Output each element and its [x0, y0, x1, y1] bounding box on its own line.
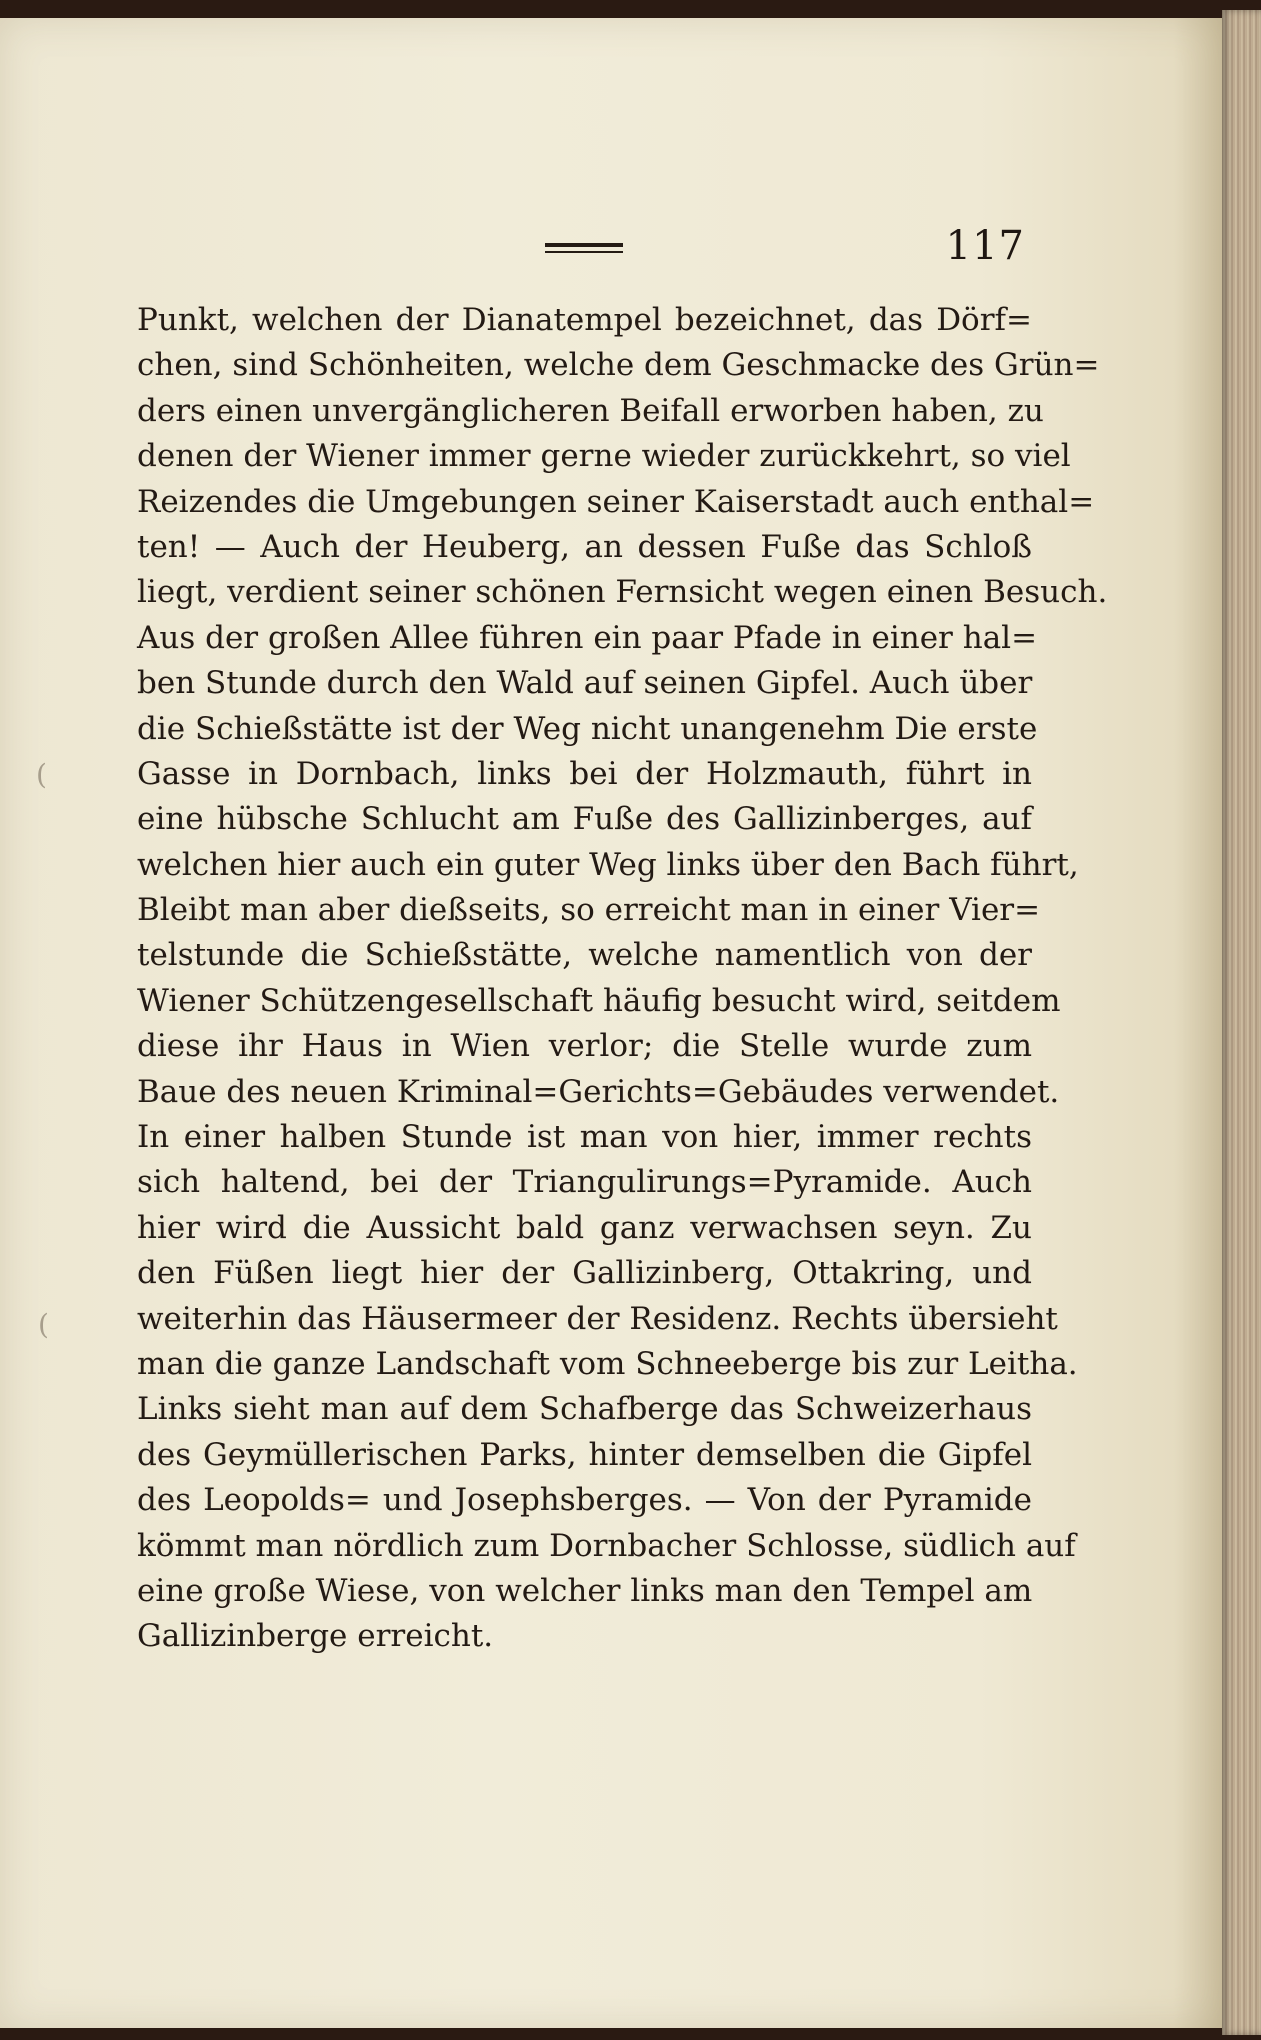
text-line: Aus der großen Allee führen ein paar Pfade in einer hal=	[137, 619, 1038, 656]
text-line: Baue des neuen Kriminal=Gerichts=Gebäudes verwendet.	[137, 1073, 1060, 1110]
text-line: sich haltend, bei der Triangulirungs=Pyramide. Auch	[137, 1164, 1032, 1201]
text-line: chen, sind Schönheiten, welche dem Geschmacke des Grün=	[137, 347, 1100, 384]
text-line: Bleibt man aber dießseits, so erreicht man in einer Vier=	[137, 892, 1041, 929]
text-line: Reizendes die Umgebungen seiner Kaiserstadt auch enthal=	[137, 483, 1095, 520]
text-line: liegt, verdient seiner schönen Fernsicht wegen einen Besuch.	[137, 574, 1108, 611]
text-line: ben Stunde durch den Wald auf seinen Gipfel. Auch über	[137, 665, 1033, 702]
page-header	[130, 223, 1025, 273]
text-line: diese ihr Haus in Wien verlor; die Stelle wurde zum	[137, 1028, 1032, 1065]
text-line: Links sieht man auf dem Schafberge das Schweizerhaus	[137, 1391, 1032, 1428]
text-line: den Füßen liegt hier der Gallizinberg, Ottakring, und	[137, 1255, 1032, 1292]
text-line: eine große Wiese, von welcher links man den Tempel am	[137, 1572, 1033, 1609]
page-edge	[1222, 10, 1261, 2035]
text-line: Gasse in Dornbach, links bei der Holzmauth, führt in	[137, 755, 1032, 792]
text-line: des Geymüllerischen Parks, hinter demselben die Gipfel	[137, 1436, 1032, 1473]
text-line: welchen hier auch ein guter Weg links über den Bach führt,	[137, 846, 1079, 883]
text-line: denen der Wiener immer gerne wieder zurückkehrt, so viel	[137, 438, 1071, 475]
margin-mark: (	[38, 1308, 49, 1341]
text-line: ten! — Auch der Heuberg, an dessen Fuße das Schloß	[137, 528, 1032, 565]
text-line: eine hübsche Schlucht am Fuße des Gallizinberges, auf	[137, 801, 1032, 838]
text-line: man die ganze Landschaft vom Schneeberge bis zur Leitha.	[137, 1345, 1078, 1382]
text-line: die Schießstätte ist der Weg nicht unangenehm Die erste	[137, 710, 1038, 747]
text-line: In einer halben Stunde ist man von hier, immer rechts	[137, 1119, 1032, 1156]
margin-mark: (	[36, 758, 47, 791]
book-page	[0, 18, 1222, 2028]
text-line: Wiener Schützengesellschaft häufig besucht wird, seitdem	[137, 982, 1061, 1019]
body-text	[137, 298, 1108, 1660]
text-line: hier wird die Aussicht bald ganz verwachsen seyn. Zu	[137, 1209, 1032, 1246]
text-line: des Leopolds= und Josephsberges. — Von der Pyramide	[137, 1482, 1032, 1519]
header-rule	[545, 243, 623, 253]
text-line: telstunde die Schießstätte, welche namentlich von der	[137, 937, 1032, 974]
text-line: weiterhin das Häusermeer der Residenz. Rechts übersieht	[137, 1300, 1058, 1337]
text-line: Gallizinberge erreicht.	[137, 1618, 494, 1655]
text-line: Punkt, welchen der Dianatempel bezeichnet, das Dörf=	[137, 302, 1032, 338]
text-line: kömmt man nördlich zum Dornbacher Schlosse, südlich auf	[137, 1527, 1076, 1564]
page-number: 117	[945, 223, 1025, 269]
text-line: ders einen unvergänglicheren Beifall erworben haben, zu	[137, 392, 1044, 429]
